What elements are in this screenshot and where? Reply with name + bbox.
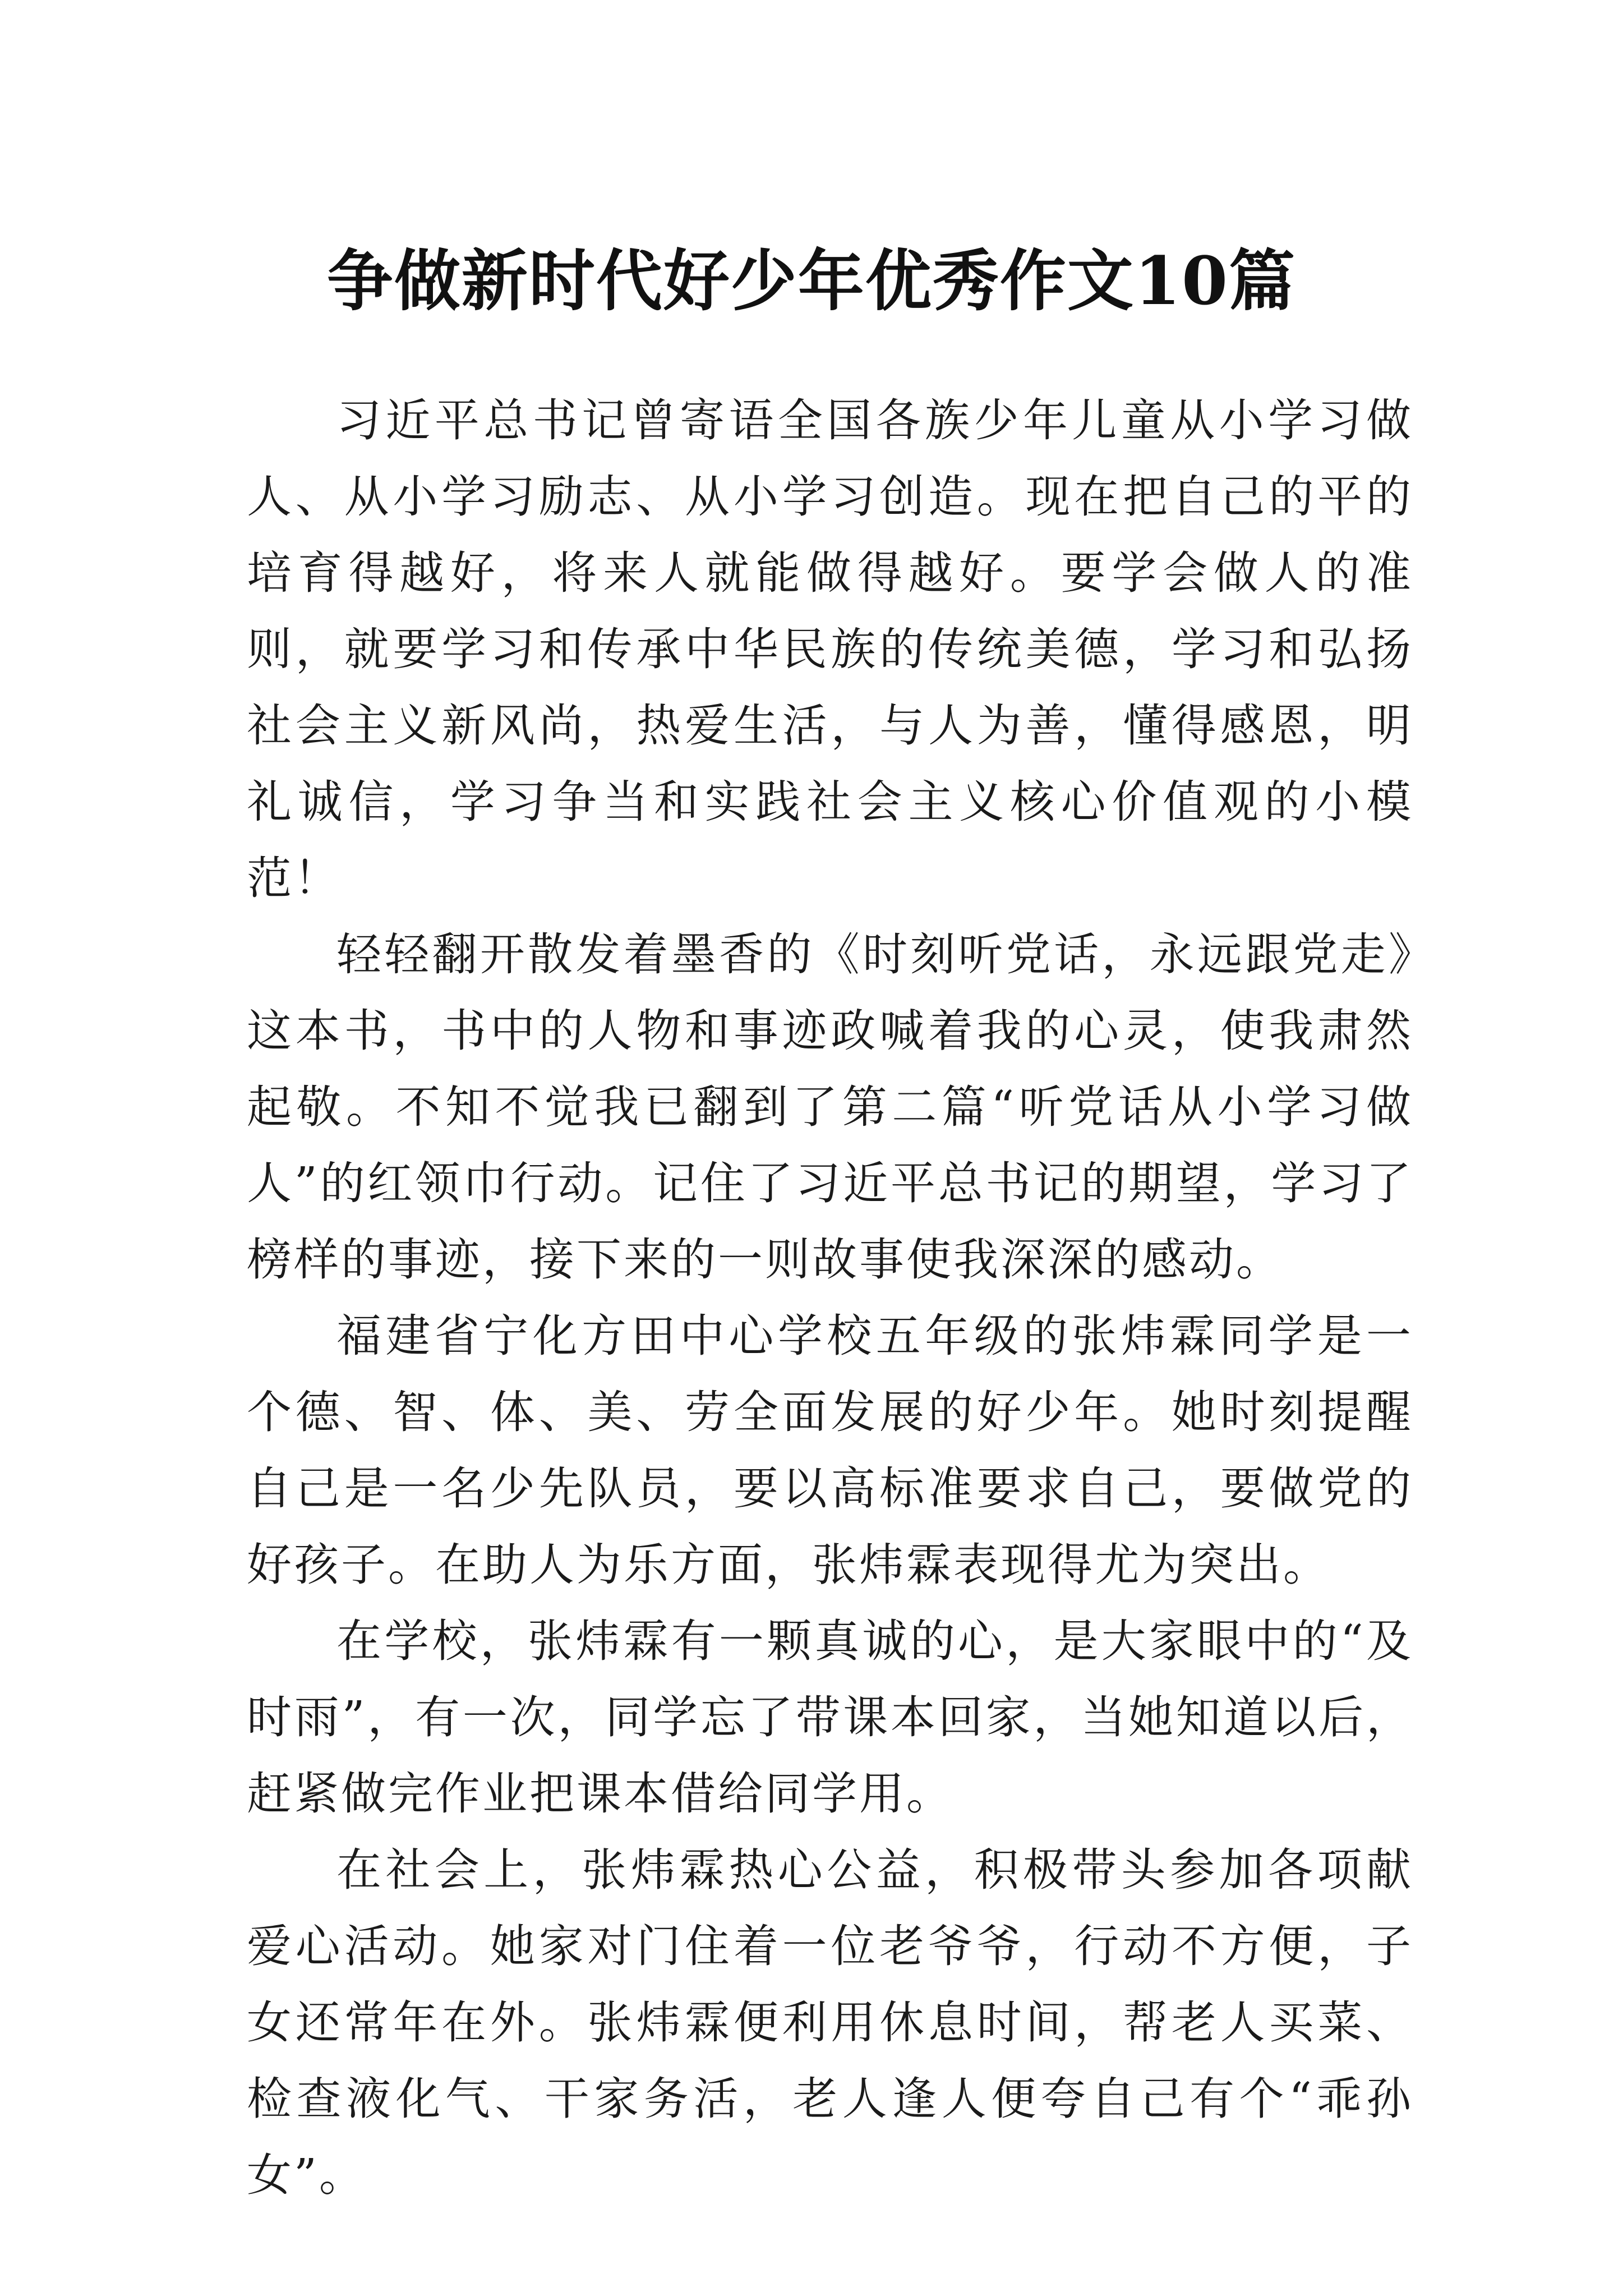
paragraph: 在学校，张炜霖有一颗真诚的心，是大家眼中的“及时雨”，有一次，同学忘了带课本回家，当她知道以后，赶紧做完作业把课本借给同学用。 — [247, 1615, 1413, 1820]
paragraph: 轻轻翻开散发着墨香的《时刻听党话，永远跟党走》这本书，书中的人物和事迹政喊着我的心灵，使我肃然起敬。不知不觉我已翻到了第二篇“听党话从小学习做人”的红领巾行动。记住了习近平总书记的期望，学习了榜样的事迹，接下来的一则故事使我深深的感动。 — [247, 928, 1413, 1286]
document-title: 争做新时代好少年优秀作文10篇 — [326, 242, 1297, 320]
paragraph: 在社会上，张炜霖热心公益，积极带头参加各项献爱心活动。她家对门住着一位老爷爷，行动不方便，子女还常年在外。张炜霖便利用休息时间，帮老人买菜、检查液化气、干家务活，老人逢人便夸自己有个“乖孙女”。 — [247, 1844, 1413, 2201]
paragraph: 习近平总书记曾寄语全国各族少年儿童从小学习做人、从小学习励志、从小学习创造。现在把自己的平的培育得越好，将来人就能做得越好。要学会做人的准则，就要学习和传承中华民族的传统美德，学习和弘扬社会主义新风尚，热爱生活，与人为善，懂得感恩，明礼诚信，学习争当和实践社会主义核心价值观的小模范！ — [247, 394, 1413, 904]
paragraph: 福建省宁化方田中心学校五年级的张炜霖同学是一个德、智、体、美、劳全面发展的好少年。她时刻提醒自己是一名少先队员，要以高标准要求自己，要做党的好孩子。在助人为乐方面，张炜霖表现得尤为突出。 — [247, 1310, 1413, 1591]
document-body — [247, 383, 1413, 2214]
